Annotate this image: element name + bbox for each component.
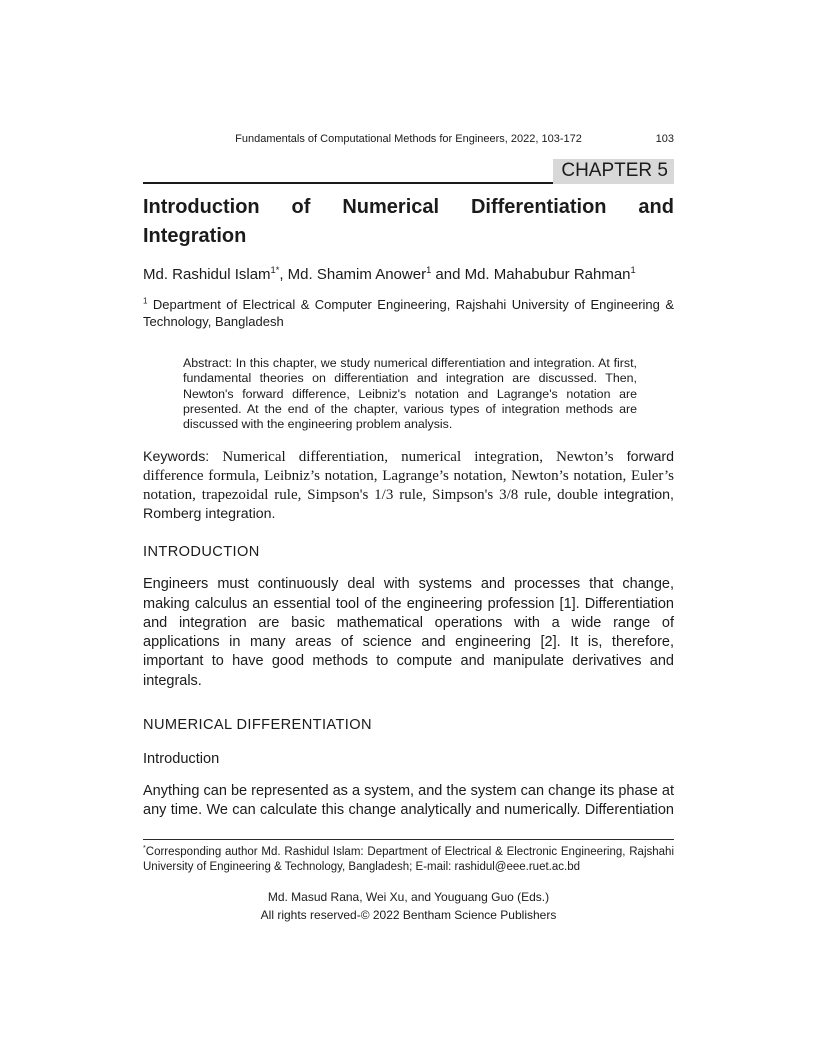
affiliation-text: Department of Electrical & Computer Engineering, Rajshahi University of Engineering & Technology, Bangladesh [143, 297, 674, 329]
keywords-text: difference formula, Leibniz’s notation, Lagrange’s notation, Newton’s notation, Euler’s notation, trapezoidal rule, Simpson's 1/3 rule, Simpson's 3/8 rule, double [143, 468, 674, 504]
affiliation [143, 297, 674, 330]
footnote [143, 839, 674, 875]
chapter-title-line: Integration [143, 225, 247, 247]
subsection-heading-introduction: Introduction [143, 750, 220, 767]
keywords-block [143, 448, 674, 524]
author-superscript: 1* [270, 265, 280, 275]
footnote-text: Corresponding author Md. Rashidul Islam: Department of Electrical & Electronic Engineering, Rajshahi University of Engineering & Technology, Bangladesh; E-mail: rashidul@eee.ruet.ac.bd [143, 846, 674, 874]
abstract-label: Abstract: [183, 356, 232, 370]
keywords-text: forward [626, 449, 674, 466]
author-superscript: 1 [426, 265, 432, 275]
chapter-badge: CHAPTER 5 [553, 159, 674, 184]
running-title: Fundamentals of Computational Methods for Engineers, 2022, 103-172 [235, 133, 582, 145]
author-name: Md. Rashidul Islam [143, 266, 271, 283]
page-footer [143, 888, 674, 924]
keywords-label: Keywords: [143, 449, 210, 466]
abstract-text: In this chapter, we study numerical differentiation and integration. At first, fundamental theories on differentiation and integration are discussed. Then, Newton's forward difference, Leibniz's notation and Lagrange's notation are presented. At the end of the chapter, various types of integration methods are discussed with the engineering problem analysis. [183, 356, 637, 432]
chapter-title-line: Introduction of Numerical Differentiation and [143, 196, 674, 218]
footer-editors-line: Md. Masud Rana, Wei Xu, and Youguang Guo (Eds.) [267, 890, 550, 905]
section-heading-numerical-differentiation: NUMERICAL DIFFERENTIATION [143, 716, 372, 733]
running-header [143, 133, 674, 146]
keywords-text: integration, Romberg integration. [143, 487, 674, 523]
body-paragraph: Engineers must continuously deal with systems and processes that change, making calculus an essential tool of the engineering profession [1]. Differentiation and integration are basic mathematical operations with a wide range of applications in many areas of science and engineering [2]. It is, therefore, important to have good methods to compute and manipulate derivatives and integrals. [143, 576, 674, 689]
section-heading-introduction: INTRODUCTION [143, 544, 260, 561]
footnote-marker: * [143, 844, 146, 853]
author-name: , Md. Shamim Anower [279, 266, 427, 283]
affiliation-superscript: 1 [143, 296, 148, 306]
body-paragraph: Anything can be represented as a system, and the system can change its phase at any time. We can calculate this change analytically and numerically. Differentiation [143, 782, 674, 818]
chapter-title [143, 193, 674, 251]
author-superscript: 1 [630, 265, 636, 275]
author-name: and Md. Mahabubur Rahman [431, 266, 631, 283]
authors-line [143, 266, 674, 284]
footer-copyright-line: All rights reserved-© 2022 Bentham Science Publishers [260, 908, 557, 923]
page-number: 103 [655, 133, 674, 145]
header-rule [143, 159, 674, 184]
abstract-block [183, 356, 637, 432]
keywords-text: Numerical differentiation, numerical integration, Newton’s [209, 449, 627, 466]
